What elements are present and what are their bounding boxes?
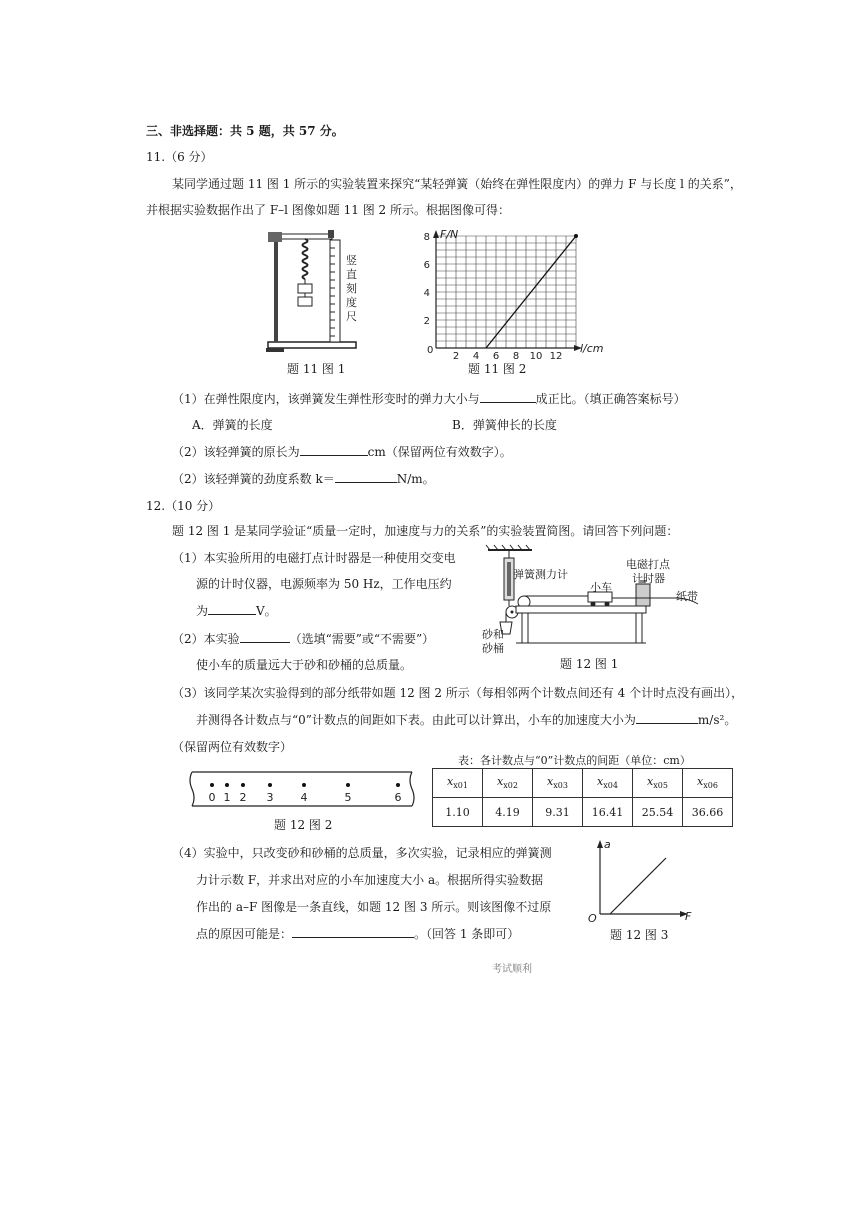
tape-label: 2 <box>239 791 247 804</box>
table-cell: 4.19 <box>483 798 533 827</box>
table-header-cell: $x_{x01}$ <box>433 769 483 798</box>
x-tick-label: 8 <box>512 351 520 362</box>
x-tick-label: 2 <box>452 351 460 362</box>
tape-label: 3 <box>266 791 274 804</box>
tape-dot <box>210 783 214 787</box>
q11-intro-line1: 某同学通过题 11 图 1 所示的实验装置来探究“某轻弹簧（始终在弹性限度内）的弹力 F 与长度 l 的关系”， <box>172 177 742 191</box>
q11-fig2-caption: 题 11 图 2 <box>468 362 527 376</box>
tape-dot <box>396 783 400 787</box>
q12-number: 12.（10 分） <box>146 499 221 513</box>
tape-label: 6 <box>394 791 402 804</box>
y-tick-label: 8 <box>423 232 430 243</box>
q12-fig3-caption: 题 12 图 3 <box>610 928 669 942</box>
tape-label: 0 <box>208 791 216 804</box>
tape-label: 4 <box>300 791 308 804</box>
table-header-cell: $x_{x02}$ <box>483 769 533 798</box>
y-tick-label: 2 <box>423 316 430 327</box>
tape-dot <box>302 783 306 787</box>
q12-sub4-line1: （4）实验中，只改变砂和砂桶的总质量，多次实验，记录相应的弹簧测 <box>172 846 552 860</box>
q11-sub1-blank <box>480 390 536 403</box>
y-tick-label: 4 <box>423 288 430 299</box>
q11-intro-line2: 并根据实验数据作出了 F–l 图像如题 11 图 2 所示。根据图像可得： <box>146 203 510 217</box>
x-tick-label: 12 <box>549 351 563 362</box>
table-cell: 1.10 <box>433 798 483 827</box>
series-point <box>574 234 578 238</box>
svg-text:a: a <box>604 838 611 851</box>
q11-number: 11.（6 分） <box>146 150 213 164</box>
tape-dot <box>241 783 245 787</box>
q12-fig2-tape <box>186 768 418 810</box>
q12-sub2-line2: 使小车的质量远大于砂和砂桶的总质量。 <box>196 658 413 672</box>
table-cell: 9.31 <box>533 798 583 827</box>
table-cell: 16.41 <box>583 798 633 827</box>
q12-sub1-line3: 为 V。 <box>196 604 277 618</box>
q12-fig1-apparatus <box>476 542 706 652</box>
svg-text:F: F <box>685 910 692 923</box>
q11-sub2-blank <box>300 443 368 456</box>
q12-sub3-line3: （保留两位有效数字） <box>172 740 293 754</box>
label-sand-line1: 砂和 <box>482 628 504 641</box>
table-header-cell: $x_{x05}$ <box>633 769 683 798</box>
q11-sub1: （1）在弹性限度内，该弹簧发生弹性形变时的弹力大小与 成正比。（填正确答案标号） <box>172 392 686 406</box>
q11-sub3: （2）该轻弹簧的劲度系数 k＝ N/m。 <box>172 472 435 486</box>
section-heading: 三、非选择题：共 5 题，共 57 分。 <box>146 124 344 138</box>
y-tick-label: 6 <box>423 260 430 271</box>
q11-option-a: A．弹簧的长度 <box>192 418 273 432</box>
q12-sub4-blank <box>292 925 414 938</box>
q11-option-b: B．弹簧伸长的长度 <box>452 418 557 432</box>
q12-sub1-blank <box>208 602 256 615</box>
q12-sub3-line2: 并测得各计数点与“0”计数点的间距如下表。由此可以计算出，小车的加速度大小为 m/s²。 <box>196 713 737 727</box>
q12-sub1-line2: 源的计时仪器，电源频率为 50 Hz，工作电压约 <box>196 577 452 591</box>
tape-dot <box>225 783 229 787</box>
table-value-row <box>433 798 733 827</box>
distance-table <box>432 768 733 827</box>
chart-grid <box>436 236 576 348</box>
tape-dot <box>346 783 350 787</box>
table-header-cell: $x_{x04}$ <box>583 769 633 798</box>
q12-sub1-line1: （1）本实验所用的电磁打点计时器是一种使用交变电 <box>172 551 456 565</box>
aF-line <box>610 858 666 914</box>
x-tick-label: 10 <box>529 351 543 362</box>
label-tape: 纸带 <box>676 590 698 603</box>
chart-axes <box>433 230 582 351</box>
svg-text:O: O <box>588 912 597 924</box>
tape-dot <box>268 783 272 787</box>
label-spring-scale: 弹簧测力计 <box>513 568 568 581</box>
label-timer-line1: 电磁打点 <box>626 558 670 571</box>
table-cell: 25.54 <box>633 798 683 827</box>
tape-label: 1 <box>223 791 231 804</box>
origin-label: 0 <box>427 345 434 356</box>
y-axis-label: F/N <box>440 228 459 241</box>
q11-sub3-blank <box>335 470 397 483</box>
x-tick-label: 4 <box>472 351 480 362</box>
q12-sub4-line3: 作出的 a–F 图像是一条直线，如题 12 图 3 所示。则该图像不过原 <box>196 900 552 914</box>
label-sand-line2: 砂桶 <box>482 642 504 655</box>
x-tick-label: 6 <box>492 351 500 362</box>
q12-sub2-blank <box>240 630 290 643</box>
q12-fig1-caption: 题 12 图 1 <box>560 657 619 671</box>
tape-label: 5 <box>344 791 352 804</box>
page-footer: 考试顺利 <box>492 964 532 975</box>
q11-sub2: （2）该轻弹簧的原长为 cm（保留两位有效数字）。 <box>172 445 512 459</box>
q11-fig2-chart <box>418 226 618 362</box>
q12-sub4-line4: 点的原因可能是： 。（回答 1 条即可） <box>196 927 520 941</box>
q11-fig1-caption: 题 11 图 1 <box>287 362 346 376</box>
label-cart: 小车 <box>590 581 612 594</box>
table-cell: 36.66 <box>683 798 733 827</box>
ruler-label: 竖 直 刻 度 尺 <box>346 254 357 323</box>
q12-fig3-aF-graph <box>586 838 696 924</box>
q12-sub2-line1: （2）本实验 （选填“需要”或“不需要”） <box>172 632 435 646</box>
q12-intro: 题 12 图 1 是某同学验证“质量一定时，加速度与力的关系”的实验装置简图。请回答下列问题： <box>172 524 679 538</box>
table-title: 表：各计数点与“0”计数点的间距（单位：cm） <box>458 754 691 767</box>
q12-sub4-line2: 力计示数 F，并求出对应的小车加速度大小 a。根据所得实验数据 <box>196 873 544 887</box>
q12-fig2-caption: 题 12 图 2 <box>274 818 333 832</box>
table-header-row <box>433 769 733 798</box>
q12-sub3-blank <box>636 711 698 724</box>
q12-sub3-line1: （3）该同学某次实验得到的部分纸带如题 12 图 2 所示（每相邻两个计数点间还有 4 个计时点没有画出）， <box>172 686 744 700</box>
table-header-cell: $x_{x03}$ <box>533 769 583 798</box>
table-header-cell: $x_{x06}$ <box>683 769 733 798</box>
x-axis-label: l/cm <box>580 342 604 355</box>
label-timer-line2: 计时器 <box>632 572 665 585</box>
